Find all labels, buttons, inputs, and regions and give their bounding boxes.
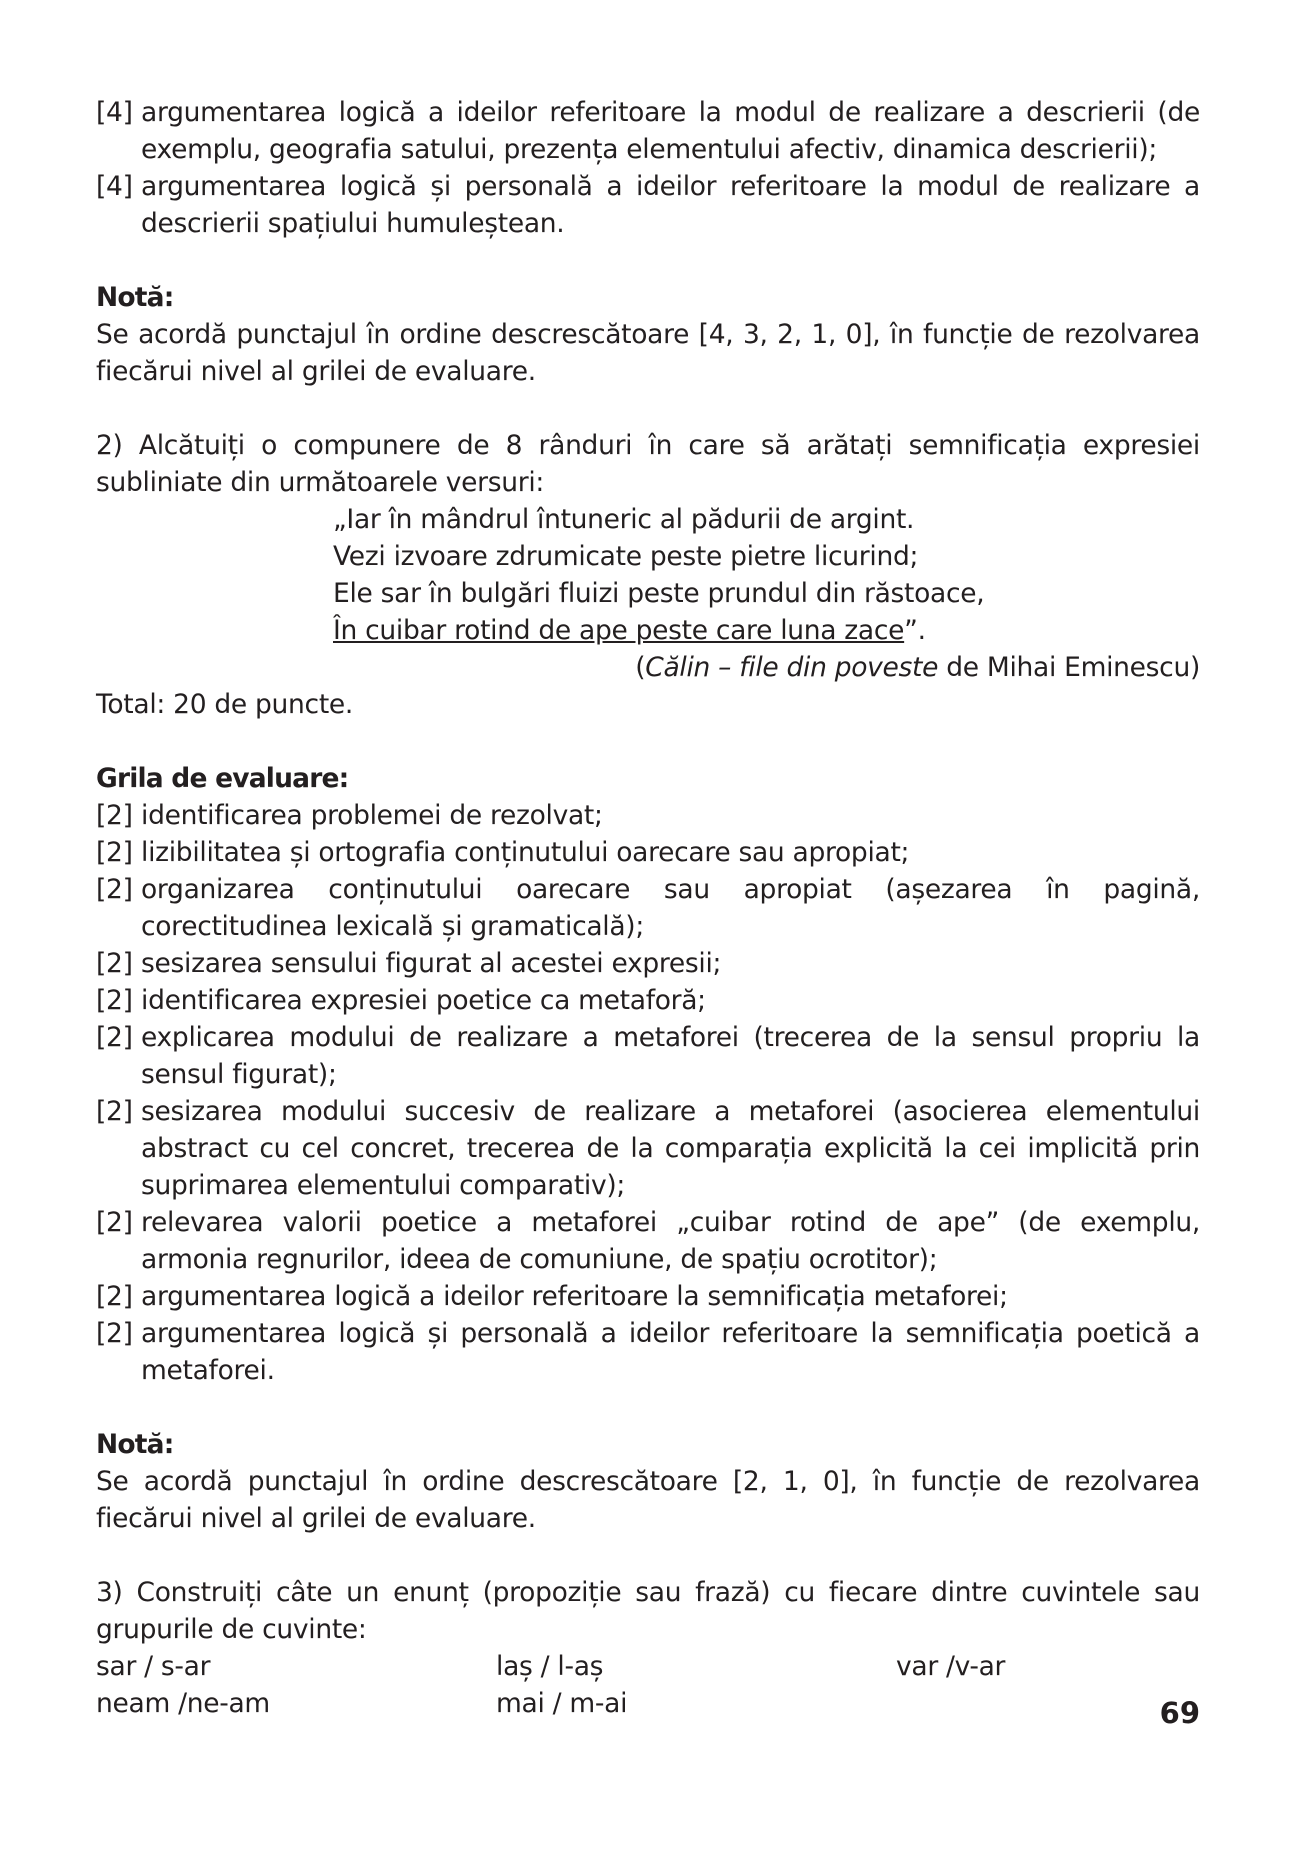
rubric-item <box>96 945 1200 982</box>
rubric-text: identificarea problemei de rezolvat; <box>141 800 603 831</box>
note-text: Se acordă punctajul în ordine descrescătoare [2, 1, 0], în funcție de rezolvarea fiecărui nivel al grilei de evaluare. <box>96 1466 1200 1534</box>
rubric-item <box>96 797 1200 834</box>
rubric-item <box>96 94 1200 168</box>
rubric-text: sesizarea modului succesiv de realizare a metaforei (asocierea elementului abstract cu cel concret, trecerea de la comparația explicită la cei implicită prin suprimarea elementului comparativ); <box>141 1096 1200 1201</box>
note-title: Notă: <box>96 1429 174 1460</box>
rubric-score: [2] <box>96 837 133 868</box>
rubric-text: organizarea conținutului oarecare sau apropiat (așezarea în pagină, corectitudinea lexicală și gramaticală); <box>141 874 1200 942</box>
rubric-item <box>96 982 1200 1019</box>
rubric-score: [2] <box>96 1096 133 1127</box>
question-3-prompt: 3) Construiți câte un enunț (propoziție sau frază) cu fiecare dintre cuvintele sau grupurile de cuvinte: <box>96 1577 1200 1645</box>
question-2-prompt: 2) Alcătuiți o compunere de 8 rânduri în care să arătați semnificația expresiei subliniate din următoarele versuri: <box>96 430 1200 498</box>
rubric-item <box>96 871 1200 945</box>
word-pair: laș / l-aș <box>496 1651 604 1682</box>
rubric-score: [2] <box>96 948 133 979</box>
rubric-item <box>96 1019 1200 1093</box>
rubric-text: explicarea modului de realizare a metaforei (trecerea de la sensul propriu la sensul figurat); <box>141 1022 1200 1090</box>
note-text: Se acordă punctajul în ordine descrescătoare [4, 3, 2, 1, 0], în funcție de rezolvarea fiecărui nivel al grilei de evaluare. <box>96 319 1200 387</box>
poem-line: Vezi izvoare zdrumicate peste pietre licurind; <box>333 541 919 572</box>
grila-title: Grila de evaluare: <box>96 763 349 794</box>
rubric-score: [2] <box>96 985 133 1016</box>
rubric-score: [2] <box>96 1207 133 1238</box>
rubric-text: relevarea valorii poetice a metaforei „cuibar rotind de ape” (de exemplu, armonia regnurilor, ideea de comuniune, de spațiu ocrotitor); <box>141 1207 1200 1275</box>
source-title: Călin – file din poveste <box>645 652 939 683</box>
note-title: Notă: <box>96 282 174 313</box>
poem-line: Ele sar în bulgări fluizi peste prundul din răstoace, <box>333 578 985 609</box>
rubric-score: [2] <box>96 1022 133 1053</box>
rubric-text: argumentarea logică și personală a ideilor referitoare la semnificația poetică a metaforei. <box>141 1318 1200 1386</box>
rubric-item <box>96 1204 1200 1278</box>
rubric-score: [2] <box>96 800 133 831</box>
poem-source <box>96 649 1200 686</box>
total-points: Total: 20 de puncte. <box>96 689 354 720</box>
rubric-text: identificarea expresiei poetice ca metaforă; <box>141 985 706 1016</box>
rubric-item <box>96 1278 1200 1315</box>
rubric-text: lizibilitatea și ortografia conținutului oarecare sau apropiat; <box>141 837 910 868</box>
rubric-text: sesizarea sensului figurat al acestei expresii; <box>141 948 722 979</box>
rubric-item <box>96 834 1200 871</box>
rubric-score: [2] <box>96 874 133 905</box>
word-pair: mai / m-ai <box>496 1688 628 1719</box>
rubric-text: argumentarea logică a ideilor referitoare la modul de realizare a descrierii (de exemplu, geografia satului, prezența elementului afectiv, dinamica descrierii); <box>141 97 1200 165</box>
word-pair: sar / s-ar <box>96 1651 211 1682</box>
source-author: de Mihai Eminescu) <box>938 652 1200 683</box>
rubric-item <box>96 168 1200 242</box>
word-pairs <box>96 1648 1200 1722</box>
page-content <box>96 94 1200 1722</box>
rubric-score: [2] <box>96 1318 133 1349</box>
word-pair: neam /ne-am <box>96 1688 270 1719</box>
poem-line <box>333 612 1200 649</box>
rubric-item <box>96 1093 1200 1204</box>
rubric-score: [2] <box>96 1281 133 1312</box>
page-number: 69 <box>1159 1696 1200 1730</box>
poem-line: „Iar în mândrul întuneric al pădurii de argint. <box>333 504 915 535</box>
rubric-score: [4] <box>96 171 133 202</box>
rubric-score: [4] <box>96 97 133 128</box>
word-pair: var /v-ar <box>896 1651 1006 1682</box>
poem-line-end: ”. <box>904 615 926 646</box>
rubric-text: argumentarea logică și personală a ideilor referitoare la modul de realizare a descrierii spațiului humuleștean. <box>141 171 1200 239</box>
rubric-text: argumentarea logică a ideilor referitoare la semnificația metaforei; <box>141 1281 1008 1312</box>
poem <box>333 501 1200 649</box>
rubric-item <box>96 1315 1200 1389</box>
underlined-expression: În cuibar rotind de ape peste care luna zace <box>333 615 905 646</box>
source-open: ( <box>635 652 646 683</box>
